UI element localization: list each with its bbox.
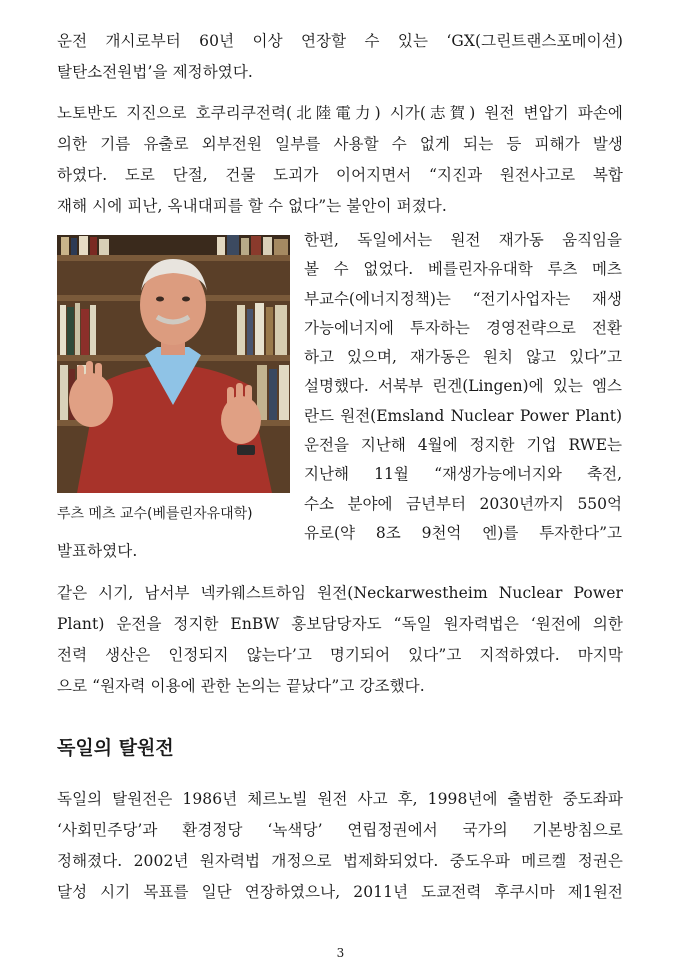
paragraph-4	[57, 578, 623, 702]
text-line: 란드 원전(Emsland Nuclear Power Plant)	[304, 406, 622, 425]
text-line: 운전을 지난해 4월에 정지한 기업 RWE는	[304, 436, 622, 455]
text-line: ‘사회민주당’과 환경정당 ‘녹색당’ 연립정권에서 국가의 기본방침으로	[57, 821, 623, 839]
text-line: 하고 있으며, 재가동은 원치 않고 있다”고	[304, 348, 622, 367]
text-line: 전력 생산은 인정되지 않는다’고 명기되어 있다”고 지적하였다. 마지막	[57, 646, 623, 664]
text-line: 정해졌다. 2002년 원자력법 개정으로 법제화되었다. 중도우파 메르켈 정권은	[57, 852, 623, 870]
portrait-illustration	[57, 235, 290, 493]
text-line: 부교수(에너지정책)는 “전기사업자는 재생	[304, 289, 622, 308]
portrait-photo	[57, 235, 290, 493]
paragraph-2	[57, 98, 623, 222]
text-line: 가능에너지에 투자하는 경영전략으로 전환	[304, 318, 622, 337]
text-line: 하였다. 도로 단절, 건물 도괴가 이어지면서 “지진과 원전사고로 복합	[57, 166, 623, 184]
text-line: 지난해 11월 “재생가능에너지와 축전,	[304, 465, 622, 484]
photo-caption: 루츠 메츠 교수(베를린자유대학)	[57, 506, 253, 522]
page-number: 3	[336, 946, 345, 960]
text-line: 발표하였다.	[57, 542, 138, 560]
text-line: 으로 “원자력 이용에 관한 논의는 끝났다”고 강조했다.	[57, 677, 425, 695]
text-line: 운전 개시로부터 60년 이상 연장할 수 있는 ‘GX(그린트랜스포메이션)	[57, 32, 623, 50]
text-line: 달성 시기 목표를 일단 연장하였으나, 2011년 도쿄전력 후쿠시마 제1원전	[57, 883, 623, 901]
paragraph-5	[57, 784, 623, 908]
text-line: 독일의 탈원전은 1986년 체르노빌 원전 사고 후, 1998년에 출범한 중도좌파	[57, 790, 623, 808]
text-line: 수소 분야에 금년부터 2030년까지 550억	[304, 494, 622, 513]
text-line: 볼 수 없었다. 베를린자유대학 루츠 메츠	[304, 260, 622, 279]
text-line: 재해 시에 피난, 옥내대피를 할 수 없다”는 불안이 퍼졌다.	[57, 197, 447, 215]
paragraph-3-wrap	[304, 226, 622, 548]
text-line: 설명했다. 서북부 린겐(Lingen)에 있는 엠스	[304, 377, 622, 396]
paragraph-1	[57, 26, 623, 88]
text-line: 의한 기름 유출로 외부전원 일부를 사용할 수 없게 되는 등 피해가 발생	[57, 135, 623, 153]
text-line: 한편, 독일에서는 원전 재가동 움직임을	[304, 231, 622, 249]
text-line: 유로(약 8조 9천억 엔)를 투자한다”고	[304, 523, 622, 542]
section-heading: 독일의 탈원전	[57, 737, 174, 759]
paragraph-3-end	[57, 536, 623, 567]
text-line: Plant) 운전을 정지한 EnBW 홍보담당자도 “독일 원자력법은 ‘원전에 의한	[57, 615, 623, 633]
text-line: 노토반도 지진으로 호쿠리쿠전력(北陸電力) 시가(志賀) 원전 변압기 파손에	[57, 104, 623, 122]
text-line: 탈탄소전원법’을 제정하였다.	[57, 63, 253, 81]
text-line: 같은 시기, 남서부 넥카웨스트하임 원전(Neckarwestheim Nuclear Power	[57, 584, 623, 602]
